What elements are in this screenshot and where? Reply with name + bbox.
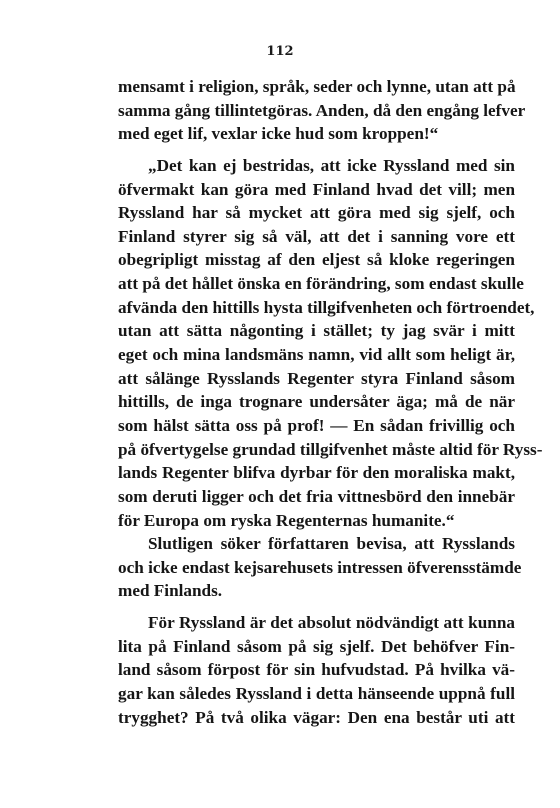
text-line: på öfvertygelse grundad tillgifvenhet måste altid för Ryss-	[118, 439, 543, 459]
text-line: obegripligt misstag af den eljest så kloke regeringen	[118, 250, 515, 270]
text-line: lita på Finland såsom på sig sjelf. Det behöfver Fin-	[118, 636, 515, 656]
text-line: gar kan således Ryssland i detta hänseende uppnå full	[118, 684, 515, 704]
text-line: utan att sätta någonting i stället; ty jag svär i mitt	[118, 321, 515, 341]
text-line: Finland styrer sig så väl, att det i sanning vore ett	[118, 226, 515, 246]
body-text	[118, 75, 543, 729]
text-line: eget och mina landsmäns namn, vid allt som heligt är,	[118, 345, 515, 365]
text-line: att på det hållet önska en förändring, som endast skulle	[118, 274, 524, 294]
text-line: mensamt i religion, språk, seder och lynne, utan att på	[118, 77, 516, 96]
text-line: och icke endast kejsarehusets intressen öfverensstämde	[118, 557, 522, 577]
text-line: som deruti ligger och det fria vittnesbörd den innebär	[118, 486, 515, 506]
text-line: att sålänge Rysslands Regenter styra Finland såsom	[118, 368, 515, 388]
text-line: Slutligen söker författaren bevisa, att Rysslands	[148, 534, 515, 554]
text-line: öfvermakt kan göra med Finland hvad det vill; men	[118, 179, 515, 199]
text-line: med eget lif, vexlar icke hud som kroppen!“	[118, 124, 439, 144]
text-line: för Europa om ryska Regenternas humanite.“	[118, 510, 455, 530]
text-line: hittills, de inga trognare undersåter äga; må de när	[118, 392, 515, 412]
text-line: lands Regenter blifva dyrbar för den moraliska makt,	[118, 463, 515, 483]
text-line: Ryssland har så mycket att göra med sig sjelf, och	[118, 203, 515, 223]
text-line: För Ryssland är det absolut nödvändigt att kunna	[148, 613, 515, 633]
text-line: land såsom förpost för sin hufvudstad. På hvilka vä-	[118, 660, 515, 680]
text-line: trygghet? På två olika vägar: Den ena består uti att	[118, 707, 515, 727]
text-line: samma gång tillintetgöras. Anden, då den engång lefver	[118, 100, 526, 120]
text-line: som hälst sätta oss på prof! — En sådan frivillig och	[118, 415, 515, 435]
text-line: med Finlands.	[118, 581, 223, 601]
text-line: „Det kan ej bestridas, att icke Ryssland med sin	[148, 155, 515, 175]
page-number: 112	[266, 44, 294, 59]
text-line: afvända den hittills hysta tillgifvenheten och förtroendet,	[118, 297, 535, 317]
